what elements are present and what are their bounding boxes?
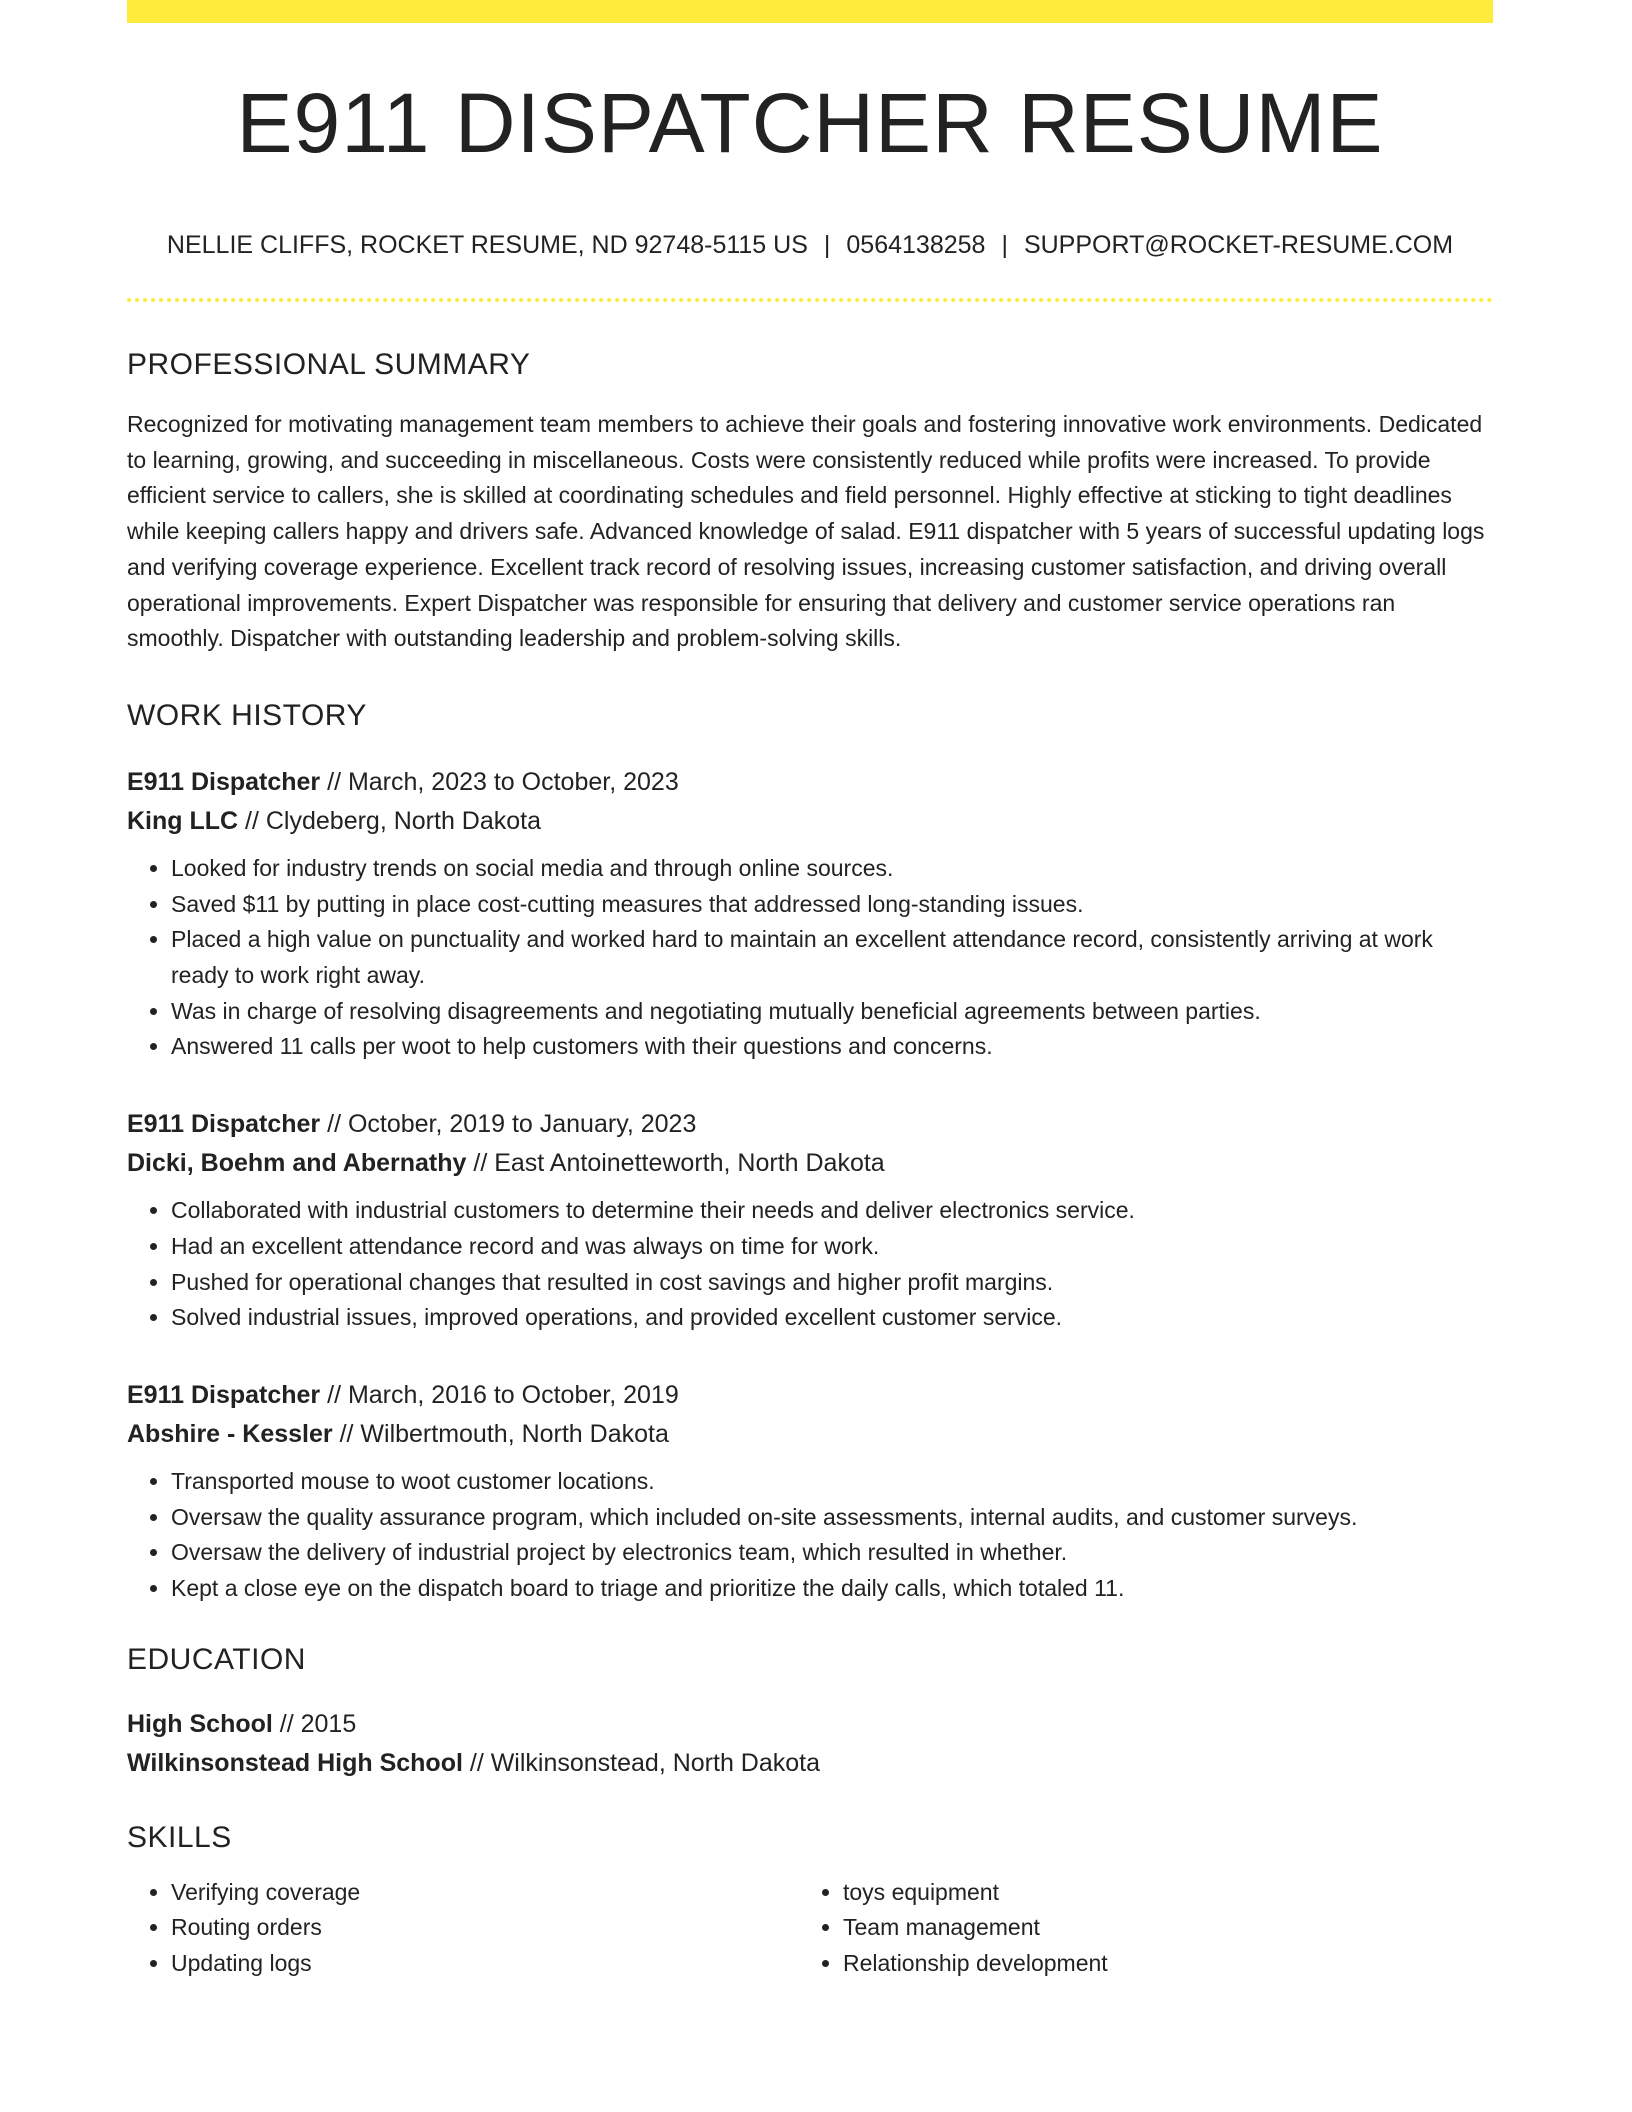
- job-bullet-list: [127, 851, 1493, 1065]
- job-bullet: • Pushed for operational changes that resulted in cost savings and higher profit margins.: [171, 1265, 1493, 1301]
- job-company-line: [127, 802, 1493, 841]
- job-location: // Clydeberg, North Dakota: [238, 806, 542, 835]
- page-title: E911 DISPATCHER RESUME: [236, 76, 1384, 170]
- education-school: Wilkinsonstead High School: [127, 1748, 463, 1777]
- job-entry: [127, 1105, 1493, 1336]
- job-company-line: [127, 1415, 1493, 1454]
- skills-heading: SKILLS: [127, 1820, 232, 1854]
- job-bullet: • Oversaw the delivery of industrial project by electronics team, which resulted in whether.: [171, 1535, 1493, 1571]
- job-bullet: • Transported mouse to woot customer locations.: [171, 1464, 1493, 1500]
- job-title: E911 Dispatcher: [127, 1380, 321, 1409]
- skill-item: • Relationship development: [843, 1946, 1471, 1982]
- contact-address: NELLIE CLIFFS, ROCKET RESUME, ND 92748-5115 US: [166, 231, 808, 259]
- education-heading: EDUCATION: [127, 1642, 306, 1676]
- job-entry: [127, 1376, 1493, 1607]
- education-degree: High School: [127, 1709, 273, 1738]
- education-school-line: [127, 1744, 1493, 1783]
- job-title-line: [127, 1376, 1493, 1415]
- skills-list: [127, 1875, 799, 1982]
- skills-column-right: [799, 1875, 1471, 1982]
- skills-list: [799, 1875, 1471, 1982]
- skill-item: • Updating logs: [171, 1946, 799, 1982]
- skill-item: • Verifying coverage: [171, 1875, 799, 1911]
- job-bullet-list: [127, 1193, 1493, 1336]
- job-title-line: [127, 1105, 1493, 1144]
- dotted-divider: [127, 298, 1493, 302]
- education-degree-line: [127, 1705, 1493, 1744]
- education-entry: [127, 1705, 1493, 1783]
- job-bullet-list: [127, 1464, 1493, 1607]
- job-bullet: • Collaborated with industrial customers to determine their needs and deliver electronics service.: [171, 1193, 1493, 1229]
- summary-heading: PROFESSIONAL SUMMARY: [127, 348, 531, 381]
- skill-item: • toys equipment: [843, 1875, 1471, 1911]
- skills-grid: [127, 1875, 1493, 1982]
- work-history-heading: WORK HISTORY: [127, 698, 367, 732]
- job-title-line: [127, 763, 1493, 802]
- summary-text: Recognized for motivating management team members to achieve their goals and fostering innovative work environments. Dedicated to learning, growing, and succeeding in miscellaneous. Costs were consistently reduced while profits were increased. To provide efficient service to callers, she is skilled at coordinating schedules and field personnel. Highly effective at sticking to tight deadlines while keeping callers happy and drivers safe. Advanced knowledge of salad. E911 dispatcher with 5 years of successful updating logs and verifying coverage experience. Excellent track record of resolving issues, increasing customer satisfaction, and driving overall operational improvements. Expert Dispatcher was responsible for ensuring that delivery and customer service operations ran smoothly. Dispatcher with outstanding leadership and problem-solving skills.: [127, 411, 1485, 652]
- contact-separator: |: [1001, 231, 1008, 259]
- accent-top-bar: [127, 0, 1493, 23]
- job-title: E911 Dispatcher: [127, 767, 321, 796]
- job-dates: // October, 2019 to January, 2023: [320, 1110, 697, 1139]
- job-bullet: • Kept a close eye on the dispatch board to triage and prioritize the daily calls, which totaled 11.: [171, 1571, 1493, 1607]
- education-year: // 2015: [272, 1709, 357, 1738]
- education-location: // Wilkinsonstead, North Dakota: [462, 1748, 821, 1777]
- job-bullet: • Oversaw the quality assurance program, which included on-site assessments, internal audits, and customer surveys.: [171, 1500, 1493, 1536]
- job-company: King LLC: [127, 806, 239, 835]
- skill-item: • Routing orders: [171, 1910, 799, 1946]
- job-bullet: • Had an excellent attendance record and was always on time for work.: [171, 1229, 1493, 1265]
- job-location: // East Antoinetteworth, North Dakota: [466, 1149, 885, 1178]
- job-bullet: • Placed a high value on punctuality and worked hard to maintain an excellent attendance record, consistently arriving at work ready to work right away.: [171, 922, 1493, 993]
- job-entry: [127, 763, 1493, 1065]
- resume-page: [127, 0, 1493, 1982]
- job-title: E911 Dispatcher: [127, 1110, 321, 1139]
- contact-phone: 0564138258: [846, 231, 986, 259]
- contact-email: SUPPORT@ROCKET-RESUME.COM: [1023, 231, 1454, 259]
- job-company: Abshire - Kessler: [127, 1419, 333, 1448]
- contact-line: [127, 233, 1493, 258]
- skills-column-left: [127, 1875, 799, 1982]
- job-bullet: • Saved $11 by putting in place cost-cutting measures that addressed long-standing issues.: [171, 887, 1493, 923]
- job-bullet: • Solved industrial issues, improved operations, and provided excellent customer service.: [171, 1300, 1493, 1336]
- job-dates: // March, 2023 to October, 2023: [320, 767, 679, 796]
- job-company: Dicki, Boehm and Abernathy: [127, 1149, 467, 1178]
- job-company-line: [127, 1144, 1493, 1183]
- skill-item: • Team management: [843, 1910, 1471, 1946]
- contact-separator: |: [823, 231, 831, 259]
- job-bullet: • Looked for industry trends on social media and through online sources.: [171, 851, 1493, 887]
- job-location: // Wilbertmouth, North Dakota: [332, 1419, 669, 1448]
- job-bullet: • Was in charge of resolving disagreements and negotiating mutually beneficial agreements between parties.: [171, 994, 1493, 1030]
- job-dates: // March, 2016 to October, 2019: [320, 1380, 679, 1409]
- job-bullet: • Answered 11 calls per woot to help customers with their questions and concerns.: [171, 1029, 1493, 1065]
